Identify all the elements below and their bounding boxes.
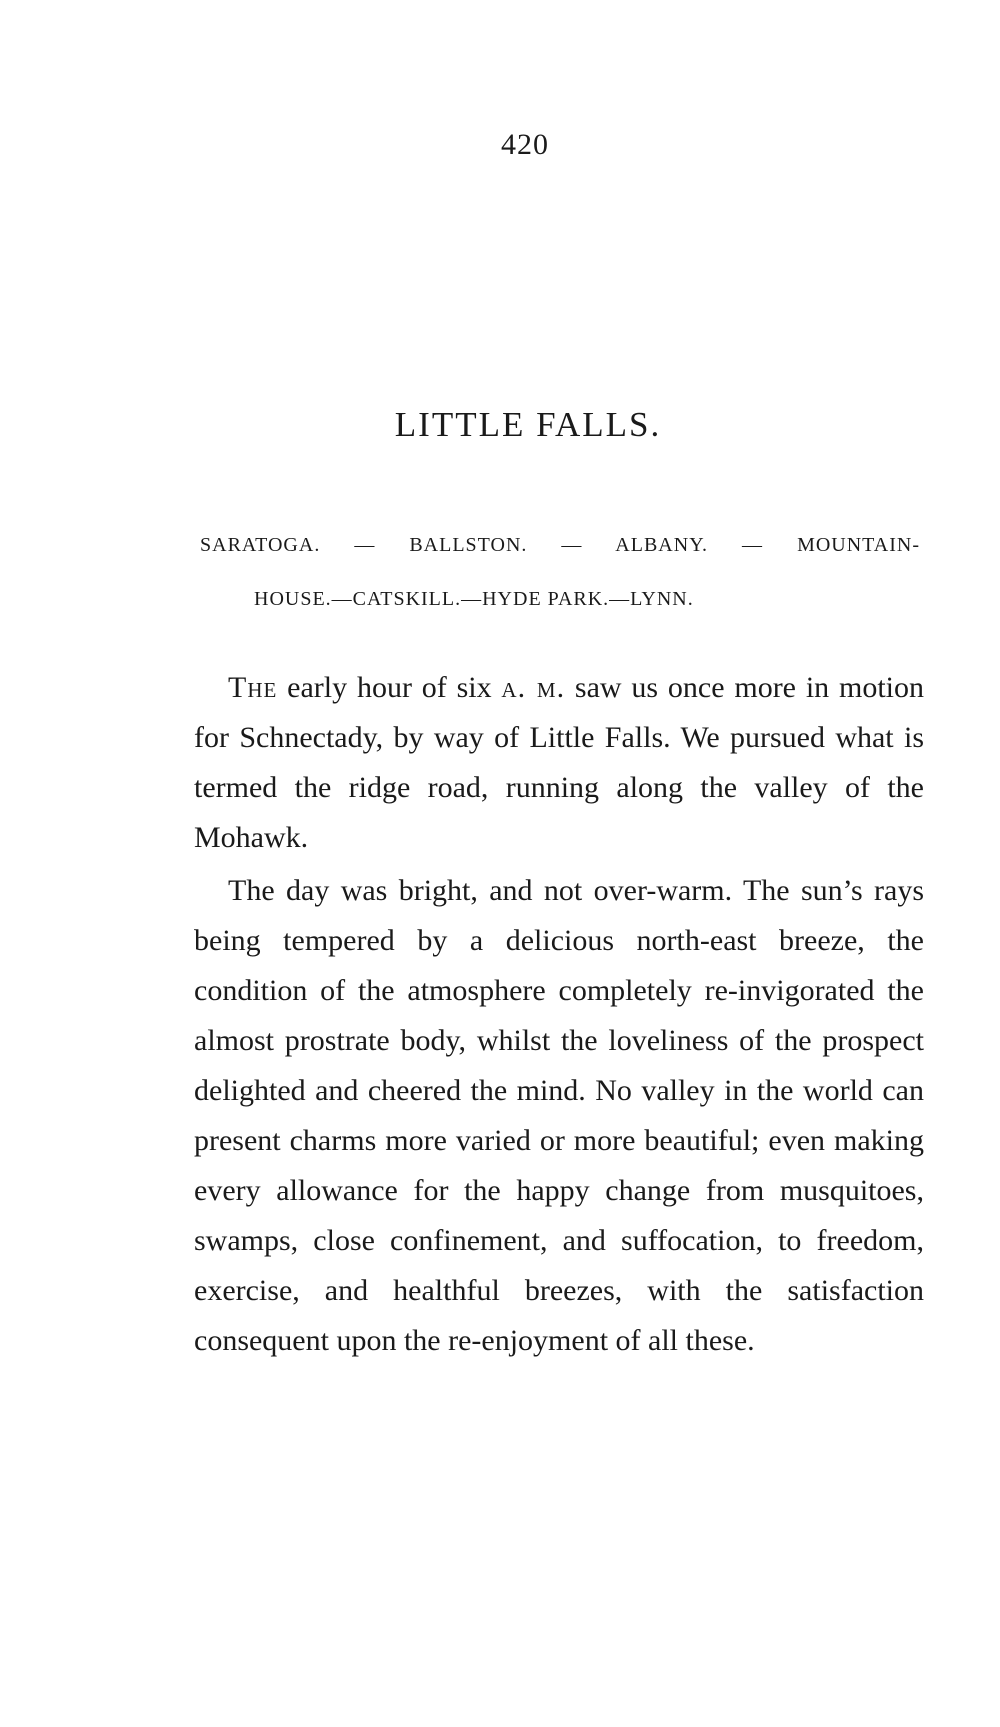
paragraph-1-text-b: saw us once more in motion for Schnectady, by way of Little Falls. We pursued what is termed the ridge road, running along the valley of the Mohawk. <box>194 671 924 854</box>
paragraph-1-lead-word: The <box>228 671 278 704</box>
paragraph-1-text-a: early hour of six <box>277 671 502 704</box>
paragraph-1-time: a. m. <box>501 671 566 704</box>
chapter-title: LITTLE FALLS. <box>394 405 662 444</box>
paragraph-1 <box>194 663 924 863</box>
body-text <box>194 663 924 1366</box>
chapter-summary-line-2: HOUSE.—CATSKILL.—HYDE PARK.—LYNN. <box>254 588 694 610</box>
chapter-summary-line-1: SARATOGA. — BALLSTON. — ALBANY. — MOUNTAIN- <box>200 534 920 556</box>
chapter-summary <box>200 518 920 626</box>
page-number: 420 <box>501 128 549 161</box>
paragraph-2: The day was bright, and not over-warm. The sun’s rays being tempered by a delicious north-east breeze, the condition of the atmosphere completely re-invigorated the almost prostrate body, whilst the loveliness of the prospect delighted and cheered the mind. No valley in the world can present charms more varied or more beautiful; even making every allowance for the happy change from musquitoes, swamps, close confinement, and suffocation, to freedom, exercise, and healthful breezes, with the satisfaction consequent upon the re-enjoyment of all these. <box>194 874 924 1357</box>
